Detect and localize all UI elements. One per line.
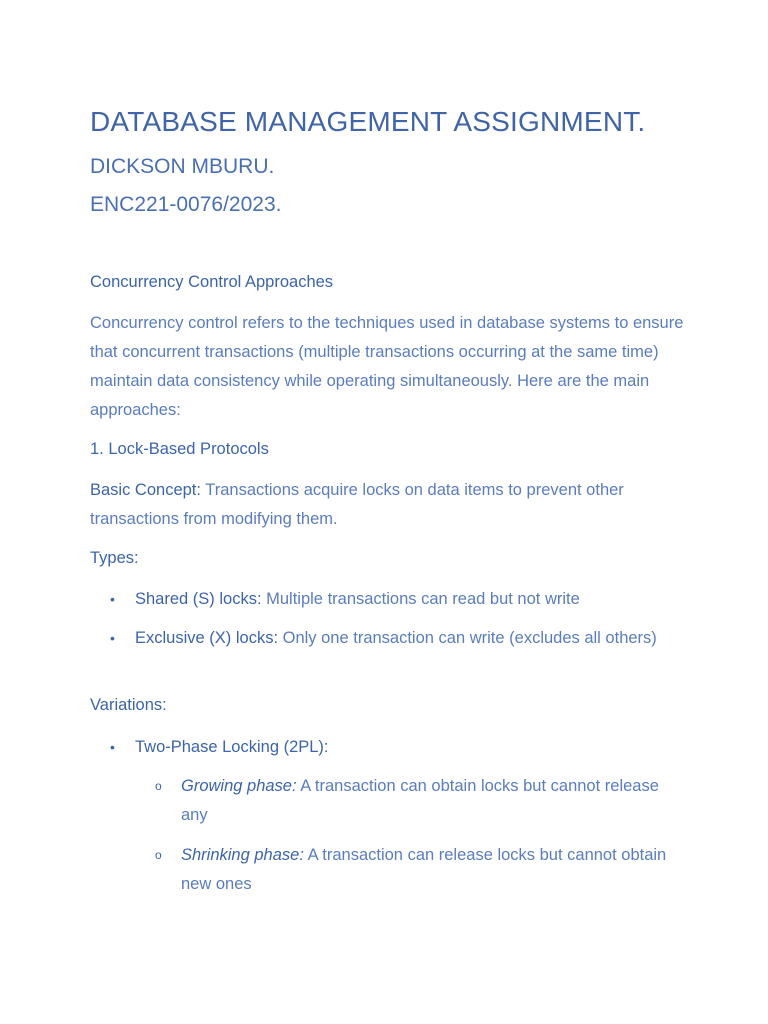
section-heading: Concurrency Control Approaches: [90, 273, 334, 291]
basic-concept-paragraph: [90, 476, 690, 534]
bullet-icon: •: [110, 739, 115, 755]
list-item-body: Only one transaction can write (excludes all others): [278, 629, 657, 647]
sub-list-item-body: A transaction can release locks but cannot obtain new ones: [181, 846, 667, 893]
author-name: DICKSON MBURU.: [90, 155, 275, 178]
list-item: [110, 624, 670, 653]
sub-list-item-text: [181, 772, 675, 830]
variations-heading: Variations:: [90, 696, 167, 714]
sub-list-item: [155, 841, 675, 899]
bullet-icon: •: [110, 591, 115, 607]
intro-paragraph: Concurrency control refers to the techniques used in database systems to ensure that concurrent transactions (multiple transactions occurring at the same time) maintain data consistency while operating simultaneously. Here are the main approaches:: [90, 314, 684, 419]
lock-based-heading: 1. Lock-Based Protocols: [90, 440, 269, 458]
sub-list-item-label: Shrinking phase:: [181, 846, 304, 864]
sub-list-item-text: [181, 841, 675, 899]
sub-list-item: [155, 772, 675, 830]
basic-concept-text: Transactions acquire locks on data items to prevent other transactions from modifying them.: [90, 481, 624, 528]
list-item-label: Two-Phase Locking (2PL):: [135, 738, 329, 756]
list-item-text: [135, 585, 670, 614]
document-title: DATABASE MANAGEMENT ASSIGNMENT.: [90, 106, 646, 137]
list-item-body: Multiple transactions can read but not write: [261, 590, 580, 608]
list-item-label: Shared (S) locks:: [135, 590, 262, 608]
circle-bullet-icon: o: [155, 848, 162, 862]
list-item-label: Exclusive (X) locks:: [135, 629, 279, 647]
list-item: [110, 585, 670, 614]
sub-list-item-label: Growing phase:: [181, 777, 297, 795]
types-heading: Types:: [90, 549, 139, 567]
list-item-text: [135, 624, 670, 653]
registration-number: ENC221-0076/2023.: [90, 193, 282, 216]
bullet-icon: •: [110, 630, 115, 646]
sub-list-item-body: A transaction can obtain locks but cannot release any: [181, 777, 659, 824]
list-item: [110, 733, 670, 762]
basic-concept-label: Basic Concept:: [90, 481, 201, 499]
circle-bullet-icon: o: [155, 779, 162, 793]
list-item-text: [135, 733, 670, 762]
